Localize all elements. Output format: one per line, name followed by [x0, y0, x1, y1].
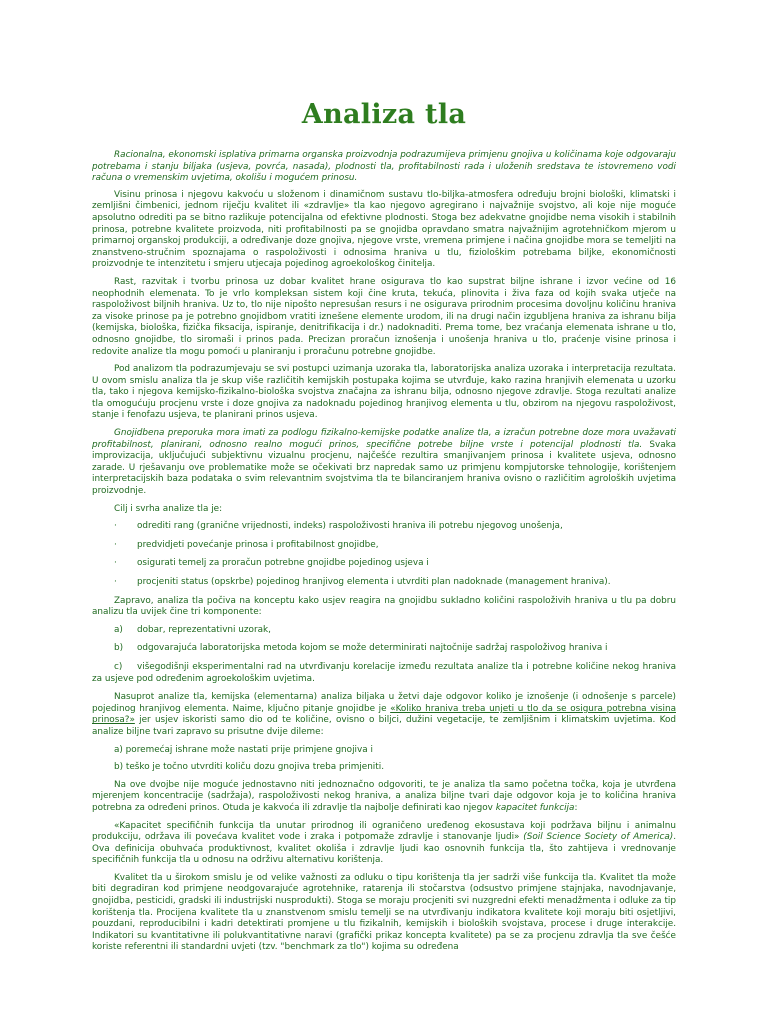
list-item-text: dobar, reprezentativni uzorak,	[137, 624, 271, 635]
key-question-link[interactable]: «Koliko hraniva treba unjeti u tlo da se osigura potrebna visina prinosa?»	[92, 703, 676, 726]
list-item	[92, 577, 676, 589]
list-marker: b)	[114, 643, 124, 654]
paragraph-5: Cilj i svrha analize tla je:	[114, 503, 223, 514]
purpose-list	[92, 521, 676, 588]
paragraph-9-citation: (Soil Science Society of America)	[523, 832, 674, 843]
list-item-text: višegodišnji eksperimentalni rad na utvrđivanju korelacije između rezultata analize tla i potrebne količine nekog hraniva za usjeve pod određenim agroekološkim uvjetima.	[92, 661, 676, 684]
list-item-text: predvidjeti povećanje prinosa i profitabilnost gnojidbe,	[137, 539, 379, 550]
bullet-icon: ·	[114, 521, 117, 532]
paragraph-8-text-a: Na ove dvojbe nije moguće jednostavno niti jednoznačno odgovoriti, te je analiza tla samo početna točka, koja je utvrđena mjerenjem koncentracije (sadržaja), raspoloživosti nekog hraniva, a analiza biljne tvari daje odgovor koja je to količina hraniva potrebna za određeni prinos. Otuda je kakvoća ili zdravlje tla najbolje definirati kao njegov	[92, 779, 676, 813]
bullet-icon: ·	[114, 558, 117, 569]
paragraph-1: Visinu prinosa i njegovu kakvoću u složenom i dinamičnom sustavu tlo-biljka-atmosfera određuju brojni biološki, klimatski i zemljišni čimbenici, jednom riječju kvalitet ili «zdravlje» tla kao njegovo agregirano i najvažnije svojstvo, ali koje nije moguće apsolutno odrediti pa se bitno razlikuje potencijalna od efektivne plodnosti. Stoga bez adekvatne gnojidbe nema visokih i stabilnih prinosa, potrebne kvalitete proizvoda, niti profitabilnosti pa se gnojidba opravdano smatra najvažnijim agrotehničkom mjerom u primarnoj organskoj produkciji, a određivanje doze gnojiva, njegove vrste, vremena primjene i načina gnojidbe mora se temeljiti na znanstveno-stručnim spoznajama o raspoloživosti i odnosima hraniva u tlu, fiziološkim potrebama biljke, ekonomičnosti proizvodnje te intenzitetu i smjeru utjecaja pojedinog agroekološkog činitelja.	[92, 189, 676, 270]
paragraph-9	[92, 821, 676, 867]
list-item	[92, 521, 676, 533]
paragraph-10: Kvalitet tla u širokom smislu je od velike važnosti za odluku o tipu korištenja tla jer sadrži više funkcija tla. Kvalitet tla može biti degradiran kod primjene neodgovarajuće agrotehnike, ratarenja ili stočarstva (odsustvo primjene stajnjaka, navodnjavanje, gnojidba, pesticidi, gradski ili industrijski nusprodukti). Stoga se moraju procjeniti svi nuzgredni efekti menadžmenta i odluke za tip korištenja tla. Procijena kvalitete tla u znanstvenom smislu temelji se na utvrđivanju indikatora kvalitete koji moraju biti osjetljivi, pouzdani, reproducibilni i kadri detektirati promjene u tlu fizikalnih, kemijskih i bioloških svojstava, procese i druge interakcije. Indikatori su kvantitativne ili polukvantitativne naravi (grafički prikaz koncepta kvalitete) pa se za procjenu zdravlja tla sve češće koriste referentni ili standardni uvjeti (tzv. "benchmark za tlo") kojima su određena	[92, 872, 676, 953]
paragraph-7-text-b: jer usjev iskoristi samo dio od te količine, ovisno o biljci, dužini vegetacije, te zemljišnim i klimatskim uvjetima. Kod analize biljne tvari zapravo su prisutne dvije dileme:	[92, 715, 676, 737]
paragraph-2: Rast, razvitak i tvorbu prinosa uz dobar kvalitet hrane osigurava tlo kao supstrat biljne ishrane i izvor većine od 16 neophodnih elemenata. To je vrlo kompleksan sistem koji čine kruta, tekuća, plinovita i živa faza od kojih svaka utječe na raspoloživost biljnih hraniva. Uz to, tlo nije nipošto nepresušan resurs i ne osigurava prirodnim procesima dovoljnu količinu hraniva za visoke prinose pa je potrebno gnojidbom vratiti iznešene elemente urodom, ili na drugi način izgubljena hraniva za ishranu bilja (kemijska, biološka, fizička fiksacija, ispiranje, denitrifikacija i dr.) nadoknaditi. Prema tome, bez vraćanja elemenata ishrane u tlo, odnosno gnojidbe, tlo siromaši i prinos pada. Precizan proračun iznošenja i unošenja hraniva u tlo, praćenje visine prinosa i redovite analize tla mogu pomoći u planiranju i proračunu potrebne gnojidbe.	[92, 276, 676, 357]
dilemma-2: b) teško je točno utvrditi količu dozu gnojiva treba primjeniti.	[114, 762, 385, 773]
paragraph-6: Zapravo, analiza tla počiva na konceptu kako usjev reagira na gnojidbu sukladno količini raspoloživih hraniva u tlu pa dobru analizu tla uvijek čine tri komponente:	[92, 595, 676, 618]
paragraph-4-rest: Svaka improvizacija, uključujući subjektivnu vizualnu procjenu, najčešće rezultira smanjivanjem prinosa i kvalitete usjeva, odnosno zarade. U rješavanju ove problematike može se očekivati brz napredak samo uz primjenu kompjutorske tehnologije, korištenjem interpretacijskih baza podataka o svim relevantnim svojstvima tla te bilanciranjem hraniva ovisno o različitim agroloških uvjetima proizvodnje.	[92, 439, 676, 497]
list-item	[92, 662, 676, 685]
paragraph-8	[92, 780, 676, 815]
paragraph-9-text-b: . Ova definicija obuhvaća produktivnost, kvalitet okoliša i zdravlje ljudi kao osnovnih funkcija tla, što zahtijeva i vrednovanje specifičnih funkcija tla u odnosu na održivu alternativu korištenja.	[92, 832, 677, 866]
paragraph-7-text-a: Nasuprot analize tla, kemijska (elementarna) analiza biljaka u žetvi daje odgovor koliko je iznošenje (i odnošenje s parcele) pojedinog hranjivog elementa. Naime, ključno pitanje gnojidbe je	[92, 692, 676, 714]
paragraph-4-italic: Gnojidbena preporuka mora imati za podlogu fizikalno-kemijske podatke analize tla, a izračun potrebne doze mora uvažavati profitabilnost, planirani, odnosno realno mogući prinos, specifične potrebe biljne vrste i potencijal plodnosti tla.	[92, 428, 676, 450]
page-title: Analiza tla	[301, 99, 467, 130]
list-marker: a)	[114, 624, 123, 635]
paragraph-9-text-a: «Kapacitet specifičnih funkcija tla unutar prirodnog ili ograničeno uređenog ekosustava koji podržava biljnu i animalnu produkciju, održava ili povećava kvalitet vode i zraka i potpomaže zdravlje i stanovanje ljudi»	[92, 820, 676, 843]
paragraph-3: Pod analizom tla podrazumjevaju se svi postupci uzimanja uzoraka tla, laboratorijska analiza uzoraka i interpretacija rezultata. U ovom smislu analiza tla je skup više različitih kemijskih postupaka kojima se utvrđuje, kako razina hranjivih elemenata u uzorku tla, tako i njegova kemijsko-fizikalno-biološka svojstva značajna za ishranu bilja, odnosno njegove zdravlje. Stoga rezultati analize tla omogućuju procjenu vrste i doze gnojiva za nadoknadu pojedinog hranjivog elementa u tlu, obzirom na njegovu raspoloživost, stanje i fenofazu usjeva, te planirani prinos usjeva.	[92, 364, 676, 421]
paragraph-8-italic: kapacitet funkcija	[495, 802, 575, 813]
list-item	[92, 643, 676, 655]
paragraph-4	[92, 428, 676, 498]
component-list	[92, 625, 676, 685]
list-item-text: procjeniti status (opskrbe) pojedinog hranjivog elementa i utvrditi plan nadoknade (management hraniva).	[137, 577, 611, 587]
bullet-icon: ·	[114, 577, 117, 587]
dilemma-1: a) poremećaj ishrane može nastati prije primjene gnojiva i	[114, 744, 373, 755]
paragraph-7	[92, 692, 676, 738]
list-marker: c)	[114, 661, 123, 672]
list-item	[92, 558, 676, 570]
bullet-icon: ·	[114, 539, 117, 550]
lead-paragraph: Racionalna, ekonomski isplativa primarna organska proizvodnja podrazumijeva primjenu gnojiva u količinama koje odgovaraju potrebama i stanju biljaka (usjeva, povrća, nasada), plodnosti tla, profitabilnosti rada i uloženih sredstava te istovremeno vodi računa o vremenskim uvjetima, okolišu i mogućem prinosu.	[92, 150, 676, 184]
paragraph-8-text-b: :	[574, 802, 578, 813]
list-item-text: osigurati temelj za proračun potrebne gnojidbe pojedinog usjeva i	[137, 558, 429, 569]
document-body	[92, 150, 676, 954]
list-item	[92, 540, 676, 552]
list-item-text: odgovarajuća laboratorijska metoda kojom se može determinirati najtočnije sadržaj raspoloživog hraniva i	[137, 643, 608, 654]
list-item	[92, 625, 676, 637]
list-item-text: odrediti rang (granične vrijednosti, indeks) raspoloživosti hraniva ili potrebu njegovog unošenja,	[137, 521, 563, 532]
